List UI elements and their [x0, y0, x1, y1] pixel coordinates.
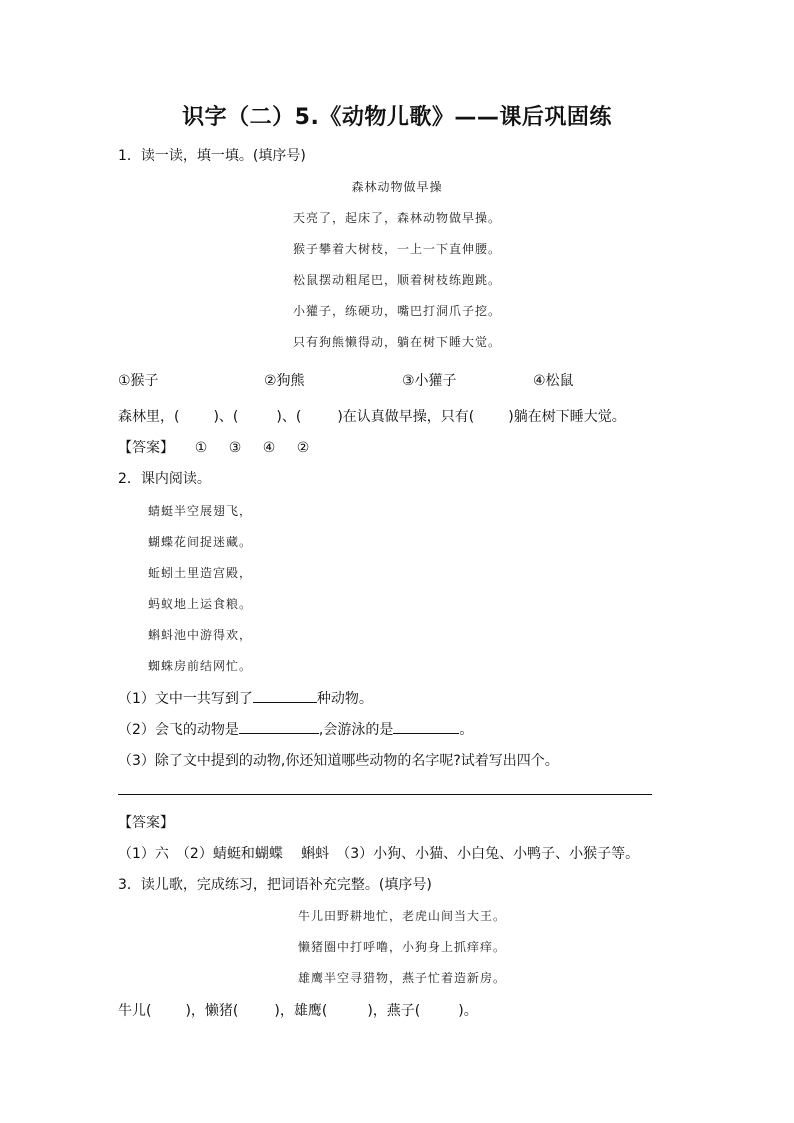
fill-sentence	[118, 406, 626, 426]
poem-line: 小獾子，练硬功，嘴巴打洞爪子挖。	[292, 304, 501, 318]
answer-1	[118, 437, 320, 457]
fill-text: )、(	[213, 409, 239, 425]
fill-text: )，雄鹰(	[274, 1003, 328, 1019]
poem-line: 蝌蚪池中游得欢，	[148, 628, 253, 642]
poem-line: 松鼠摆动粗尾巴，顺着树枝练跑跳。	[292, 273, 501, 287]
poem-line: 蚂蚁地上运食粮。	[148, 597, 253, 611]
poem-line: 蜘蛛房前结网忙。	[148, 659, 253, 673]
sub-text: 。	[459, 722, 474, 738]
question-3-prompt: 3．读儿歌，完成练习，把词语补充完整。(填序号)	[118, 877, 432, 893]
fill-text: )，燕子(	[367, 1003, 421, 1019]
fill-text: 牛儿(	[118, 1003, 152, 1019]
answer-item: ②	[296, 440, 310, 456]
poem-line: 蝴蝶花间捉迷藏。	[148, 535, 253, 549]
fill-text: 森林里，(	[118, 409, 180, 425]
answer-label: 【答案】	[118, 815, 174, 831]
fill-sentence-3	[118, 1000, 478, 1020]
fill-text: )，懒猪(	[185, 1003, 239, 1019]
fill-text: )。	[458, 1003, 478, 1019]
option-3: ③小獾子	[402, 373, 457, 389]
poem-line: 雄鹰半空寻猎物，燕子忙着造新房。	[298, 971, 507, 985]
sub-text: （1）文中一共写到了	[118, 691, 253, 707]
fill-text: )在认真做早操，只有(	[337, 409, 475, 425]
option-4: ④松鼠	[533, 373, 574, 389]
option-2: ②狗熊	[264, 373, 305, 389]
option-1: ①猴子	[118, 373, 159, 389]
blank-count[interactable]	[253, 688, 317, 703]
subquestion-1	[118, 688, 373, 708]
answer-2: （1）六 （2）蜻蜓和蝴蝶 蝌蚪 （3）小狗、小猫、小白兔、小鸭子、小猴子等。	[118, 846, 640, 862]
sub-text: 种动物。	[316, 691, 373, 707]
answer-item: ①	[194, 440, 208, 456]
poem-line: 天亮了，起床了，森林动物做早操。	[292, 211, 501, 225]
poem-title: 森林动物做早操	[351, 180, 443, 194]
sub-text: （2）会飞的动物是	[118, 722, 239, 738]
fill-text: )、(	[276, 409, 302, 425]
poem-line: 懒猪圈中打呼噜，小狗身上抓痒痒。	[298, 940, 507, 954]
poem-line: 蜻蜓半空展翅飞，	[148, 504, 253, 518]
poem-line: 蚯蚓土里造宫殿，	[148, 566, 253, 580]
blank-swimming[interactable]	[393, 719, 459, 734]
subquestion-2	[118, 719, 473, 739]
poem-line: 只有狗熊懒得动，躺在树下睡大觉。	[292, 335, 501, 349]
answer-item: ④	[262, 440, 276, 456]
answer-label: 【答案】	[118, 440, 174, 456]
answer-item: ③	[228, 440, 242, 456]
subquestion-3: （3）除了文中提到的动物,你还知道哪些动物的名字呢?试着写出四个。	[118, 753, 559, 769]
question-2-prompt: 2．课内阅读。	[118, 471, 211, 487]
poem-line: 猴子攀着大树枝，一上一下直伸腰。	[292, 242, 501, 256]
question-1-prompt: 1．读一读，填一填。(填序号)	[118, 148, 306, 164]
page-title: 识字（二）5.《动物儿歌》——课后巩固练	[182, 105, 612, 130]
sub-text: ,会游泳的是	[318, 722, 394, 738]
fill-text: )躺在树下睡大觉。	[508, 409, 626, 425]
blank-flying[interactable]	[239, 719, 319, 734]
answer-write-line[interactable]	[118, 794, 652, 795]
poem-line: 牛儿田野耕地忙，老虎山间当大王。	[298, 909, 507, 923]
